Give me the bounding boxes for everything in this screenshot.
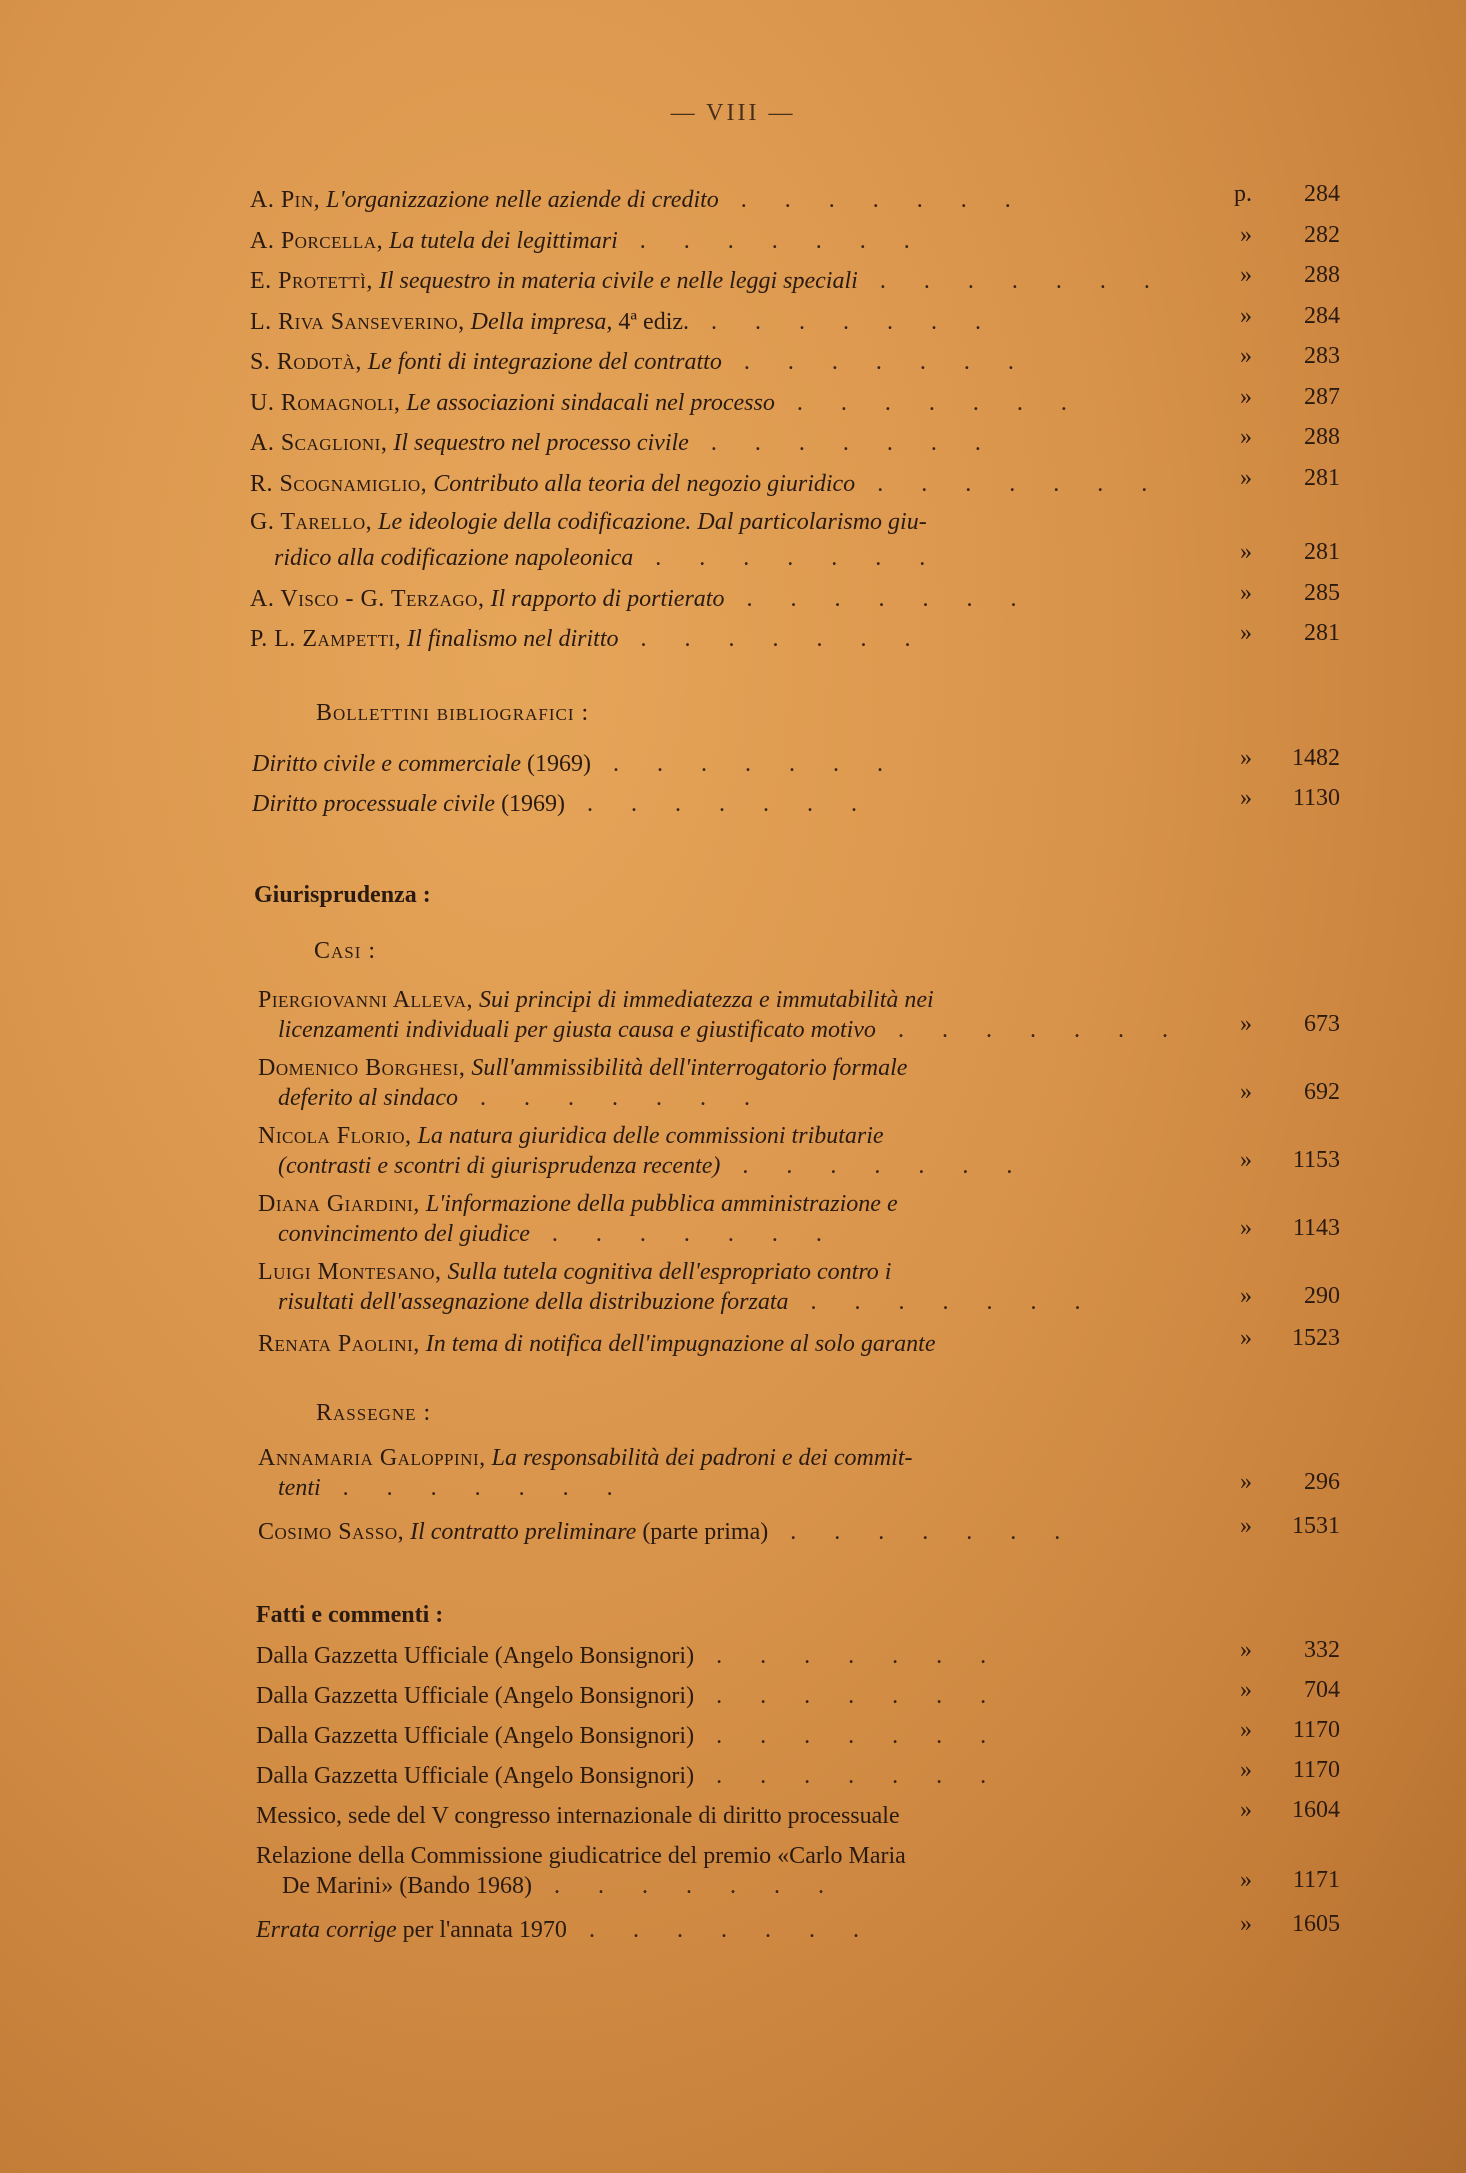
- entry-text: [256, 1756, 1002, 1796]
- page-number: 704: [1304, 1677, 1340, 1703]
- entry-author: A. Pin,: [250, 187, 321, 213]
- list-item: [252, 744, 1340, 784]
- leader-dots: . . . . . . .: [531, 1873, 840, 1899]
- list-item: [256, 1636, 1340, 1676]
- list-item: [250, 342, 1340, 382]
- section-heading-bollettini: Bollettini bibliografici :: [316, 700, 590, 726]
- leader-dots: . . . . . . .: [720, 1153, 1029, 1179]
- entry-text: [258, 1512, 1076, 1552]
- leader-dots: . . . . . . .: [689, 308, 998, 335]
- leader-dots: . . . . . . .: [457, 1085, 766, 1111]
- entry-author: Renata Paolini,: [258, 1331, 420, 1357]
- ditto-mark: »: [1240, 1867, 1252, 1893]
- list-item: [250, 180, 1340, 220]
- list-item: [256, 1716, 1340, 1756]
- list-item: [250, 464, 1340, 504]
- entry-author: S. Rodotà,: [250, 349, 362, 375]
- ditto-mark: »: [1240, 1079, 1252, 1105]
- page-number: 1170: [1292, 1757, 1340, 1783]
- ditto-mark: »: [1240, 620, 1252, 646]
- list-item: [278, 1468, 1340, 1508]
- page-number: 288: [1304, 262, 1340, 288]
- entry-note: (parte prima): [642, 1519, 769, 1545]
- ditto-mark: »: [1240, 579, 1252, 606]
- section-heading-giurisprudenza: Giurisprudenza :: [254, 882, 431, 908]
- entry-title: La tutela dei legittimari: [389, 227, 618, 254]
- entry-author: L. Riva Sanseverino,: [250, 308, 465, 335]
- ditto-mark: »: [1240, 1911, 1252, 1937]
- leader-dots: . . . . . . .: [724, 585, 1033, 612]
- page-number: 281: [1304, 464, 1340, 491]
- leader-dots: . . . . . . .: [688, 430, 997, 456]
- list-item: [250, 221, 1340, 261]
- page-number: 1482: [1292, 745, 1340, 771]
- page-number: 284: [1304, 302, 1340, 329]
- entry-text: [250, 579, 1032, 619]
- entry-text: [282, 1866, 840, 1906]
- entry-text: [252, 744, 899, 784]
- entry-line: [250, 502, 927, 542]
- list-item: [258, 1324, 1340, 1364]
- page-number: 1531: [1292, 1513, 1340, 1539]
- entry-title: (contrasti e scontri di giurisprudenza recente): [278, 1153, 721, 1179]
- list-item: [256, 1756, 1340, 1796]
- section-heading-rassegne: Rassegne :: [316, 1400, 432, 1426]
- leader-dots: . . . . . . .: [591, 751, 899, 777]
- entry-note: 4ª ediz.: [618, 308, 690, 335]
- page-number: 282: [1304, 221, 1340, 248]
- page-number: 1604: [1292, 1797, 1340, 1823]
- leader-dots: . . . . . . .: [788, 1289, 1097, 1315]
- leader-dots: . . . . . . .: [718, 187, 1027, 213]
- ditto-mark: »: [1240, 1469, 1252, 1495]
- leader-dots: . . . . . . .: [618, 626, 927, 652]
- page-number: 673: [1304, 1011, 1340, 1037]
- entry-text-plain: Dalla Gazzetta Ufficiale (Angelo Bonsignori): [256, 1643, 695, 1669]
- list-item: [258, 1512, 1340, 1552]
- page-number: 1130: [1292, 785, 1340, 811]
- list-item: [278, 1078, 1340, 1118]
- entry-author: Diana Giardini,: [258, 1191, 420, 1217]
- list-item: [278, 1282, 1340, 1322]
- list-item: [278, 1010, 1340, 1050]
- leader-dots: . . . . . . .: [694, 1683, 1003, 1709]
- entry-text: [250, 383, 1083, 423]
- ditto-mark: »: [1240, 1325, 1252, 1351]
- entry-title: Sui principi di immediatezza e immutabilità nei: [479, 987, 934, 1013]
- list-item: [250, 302, 1340, 342]
- entry-title: licenzamenti individuali per giusta causa e giustificato motivo: [278, 1017, 876, 1043]
- entry-text: [278, 1146, 1028, 1186]
- entry-title: Sulla tutela cognitiva dell'espropriato contro i: [447, 1259, 892, 1285]
- entry-author: P. L. Zampetti,: [250, 626, 402, 652]
- leader-dots: . . . . . . .: [768, 1519, 1077, 1545]
- list-item: [256, 1910, 1340, 1950]
- ditto-mark: »: [1240, 302, 1252, 329]
- entry-title: Il rapporto di portierato: [490, 585, 725, 612]
- page-number: 290: [1304, 1283, 1340, 1309]
- list-item: [256, 1676, 1340, 1716]
- entry-title: In tema di notifica dell'impugnazione al solo garante: [425, 1331, 936, 1357]
- list-item: [278, 1214, 1340, 1254]
- ditto-mark: »: [1240, 383, 1252, 410]
- entry-text-plain: Dalla Gazzetta Ufficiale (Angelo Bonsignori): [256, 1763, 695, 1789]
- entry-text: [278, 1282, 1096, 1322]
- ditto-mark: »: [1240, 745, 1252, 771]
- leader-dots: . . . . . . .: [774, 389, 1083, 416]
- entry-title: tenti: [278, 1475, 321, 1501]
- entry-text: [278, 1010, 1184, 1050]
- entry-text-plain: Dalla Gazzetta Ufficiale (Angelo Bonsignori): [256, 1723, 695, 1749]
- entry-title: Il sequestro nel processo civile: [393, 430, 689, 456]
- entry-text: [250, 464, 1163, 504]
- entry-author: Luigi Montesano,: [258, 1259, 442, 1285]
- entry-text: [250, 423, 997, 463]
- list-item: [278, 1146, 1340, 1186]
- page-number: 1605: [1292, 1911, 1340, 1937]
- page-number: 296: [1304, 1469, 1340, 1495]
- entry-author: A. Porcella,: [250, 227, 384, 254]
- page-number: 285: [1304, 579, 1340, 606]
- page-number: 1171: [1292, 1867, 1340, 1893]
- ditto-mark: »: [1240, 539, 1252, 565]
- entry-author: Piergiovanni Alleva,: [258, 987, 474, 1013]
- list-item: [250, 261, 1340, 301]
- entry-text: [250, 261, 1166, 301]
- entry-text: [256, 1636, 1002, 1676]
- entry-text-plain: De Marini» (Bando 1968): [282, 1873, 532, 1899]
- entry-note: per l'annata 1970: [402, 1917, 567, 1943]
- entry-author: U. Romagnoli,: [250, 389, 401, 416]
- entry-author: A. Scaglioni,: [250, 430, 388, 456]
- entry-title: Le fonti di integrazione del contratto: [367, 349, 722, 375]
- leader-dots: . . . . . . .: [529, 1221, 838, 1247]
- entry-title: Della impresa,: [470, 308, 613, 335]
- page-number: 1170: [1292, 1717, 1340, 1743]
- leader-dots: . . . . . . .: [875, 1017, 1184, 1043]
- entry-title: Diritto civile e commerciale: [252, 751, 522, 777]
- entry-text: [274, 538, 941, 578]
- page-number: 287: [1304, 383, 1340, 410]
- list-item: [282, 1866, 1340, 1906]
- entry-text: [250, 342, 1030, 382]
- ditto-mark: »: [1240, 464, 1252, 491]
- list-item: [274, 538, 1340, 578]
- entry-title: convincimento del giudice: [278, 1221, 530, 1247]
- entry-title: La responsabilità dei padroni e dei commit-: [491, 1445, 913, 1471]
- entry-year: (1969): [501, 791, 566, 817]
- section-heading-fatti: Fatti e commenti :: [256, 1602, 444, 1628]
- entry-text: [256, 1910, 875, 1950]
- entry-text-plain: Messico, sede del V congresso internazionale di diritto processuale: [256, 1803, 900, 1829]
- ditto-mark: »: [1240, 1717, 1252, 1743]
- entry-title: Diritto processuale civile: [252, 791, 496, 817]
- entry-text-plain: Relazione della Commissione giudicatrice del premio «Carlo Maria: [256, 1843, 906, 1869]
- entry-author: E. Protettì,: [250, 268, 373, 294]
- entry-title: Il contratto preliminare: [410, 1519, 637, 1545]
- entry-author: R. Scognamiglio,: [250, 470, 428, 497]
- list-item: [250, 383, 1340, 423]
- entry-text: [278, 1214, 838, 1254]
- ditto-mark: »: [1240, 1147, 1252, 1173]
- entry-year: (1969): [527, 751, 591, 777]
- entry-title: L'informazione della pubblica amministrazione e: [425, 1191, 898, 1217]
- entry-title: Contributo alla teoria del negozio giuridico: [433, 470, 856, 497]
- entry-text: [250, 619, 927, 659]
- entry-title: Il finalismo nel diritto: [407, 626, 619, 652]
- entry-title: Le associazioni sindacali nel processo: [406, 389, 775, 416]
- page-number: 1523: [1292, 1325, 1340, 1351]
- entry-author: Annamaria Galoppini,: [258, 1445, 486, 1471]
- ditto-mark: »: [1240, 221, 1252, 248]
- leader-dots: . . . . . . .: [694, 1643, 1003, 1669]
- leader-dots: . . . . . . .: [565, 791, 874, 817]
- leader-dots: . . . . . . .: [855, 470, 1164, 497]
- leader-dots: . . . . . . .: [857, 268, 1166, 294]
- entry-author: G. Tarello,: [250, 509, 373, 535]
- ditto-mark: »: [1240, 1757, 1252, 1783]
- page-folio: — VIII —: [670, 100, 796, 126]
- page-number: 288: [1304, 424, 1340, 450]
- list-item: [250, 579, 1340, 619]
- leader-dots: . . . . . . .: [320, 1475, 629, 1501]
- entry-title: ridico alla codificazione napoleonica: [274, 545, 634, 571]
- ditto-mark: »: [1240, 1677, 1252, 1703]
- entry-author: A. Visco - G. Terzago,: [250, 585, 485, 612]
- entry-text: [278, 1468, 629, 1508]
- ditto-mark: »: [1240, 343, 1252, 369]
- entry-author: Domenico Borghesi,: [258, 1055, 466, 1081]
- page-number: 332: [1304, 1637, 1340, 1663]
- ditto-mark: »: [1240, 1011, 1252, 1037]
- ditto-mark: »: [1240, 785, 1252, 811]
- entry-title: Errata corrige: [256, 1917, 397, 1943]
- entry-text: [250, 302, 997, 342]
- entry-title: La natura giuridica delle commissioni tributarie: [417, 1123, 884, 1149]
- entry-text: [252, 784, 873, 824]
- ditto-mark: p.: [1234, 181, 1252, 207]
- entry-author: Nicola Florio,: [258, 1123, 412, 1149]
- ditto-mark: »: [1240, 1283, 1252, 1309]
- entry-text: [250, 180, 1027, 220]
- leader-dots: . . . . . . .: [721, 349, 1030, 375]
- ditto-mark: »: [1240, 1797, 1252, 1823]
- list-item: [250, 423, 1340, 463]
- entry-text: [258, 1324, 936, 1364]
- leader-dots: . . . . . . .: [633, 545, 942, 571]
- list-item: [256, 1796, 1340, 1836]
- page-number: 281: [1304, 539, 1340, 565]
- entry-title: risultati dell'assegnazione della distribuzione forzata: [278, 1289, 789, 1315]
- ditto-mark: »: [1240, 1513, 1252, 1539]
- list-item: [252, 784, 1340, 824]
- page-number: 1153: [1292, 1147, 1340, 1173]
- entry-title: Le ideologie della codificazione. Dal particolarismo giu-: [378, 509, 927, 535]
- entry-title: deferito al sindaco: [278, 1085, 458, 1111]
- list-item: [250, 619, 1340, 659]
- page-number: 284: [1304, 181, 1340, 207]
- entry-title: L'organizzazione nelle aziende di credito: [326, 187, 719, 213]
- ditto-mark: »: [1240, 262, 1252, 288]
- leader-dots: . . . . . . .: [694, 1763, 1003, 1789]
- ditto-mark: »: [1240, 1215, 1252, 1241]
- entry-text: [278, 1078, 766, 1118]
- leader-dots: . . . . . . .: [617, 227, 926, 254]
- entry-text: [250, 221, 926, 261]
- section-heading-casi: Casi :: [314, 938, 377, 964]
- leader-dots: . . . . . . .: [694, 1723, 1003, 1749]
- entry-text-plain: Dalla Gazzetta Ufficiale (Angelo Bonsignori): [256, 1683, 695, 1709]
- entry-text: [256, 1716, 1002, 1756]
- page-number: 281: [1304, 620, 1340, 646]
- entry-title: Sull'ammissibilità dell'interrogatorio formale: [471, 1055, 908, 1081]
- entry-text: [256, 1796, 900, 1836]
- entry-title: Il sequestro in materia civile e nelle leggi speciali: [378, 268, 858, 294]
- entry-text: [256, 1676, 1002, 1716]
- ditto-mark: »: [1240, 424, 1252, 450]
- page-number: 692: [1304, 1079, 1340, 1105]
- leader-dots: . . . . . . .: [566, 1917, 875, 1943]
- ditto-mark: »: [1240, 1637, 1252, 1663]
- entry-author: Cosimo Sasso,: [258, 1519, 405, 1545]
- page-number: 1143: [1292, 1215, 1340, 1241]
- page-number: 283: [1304, 343, 1340, 369]
